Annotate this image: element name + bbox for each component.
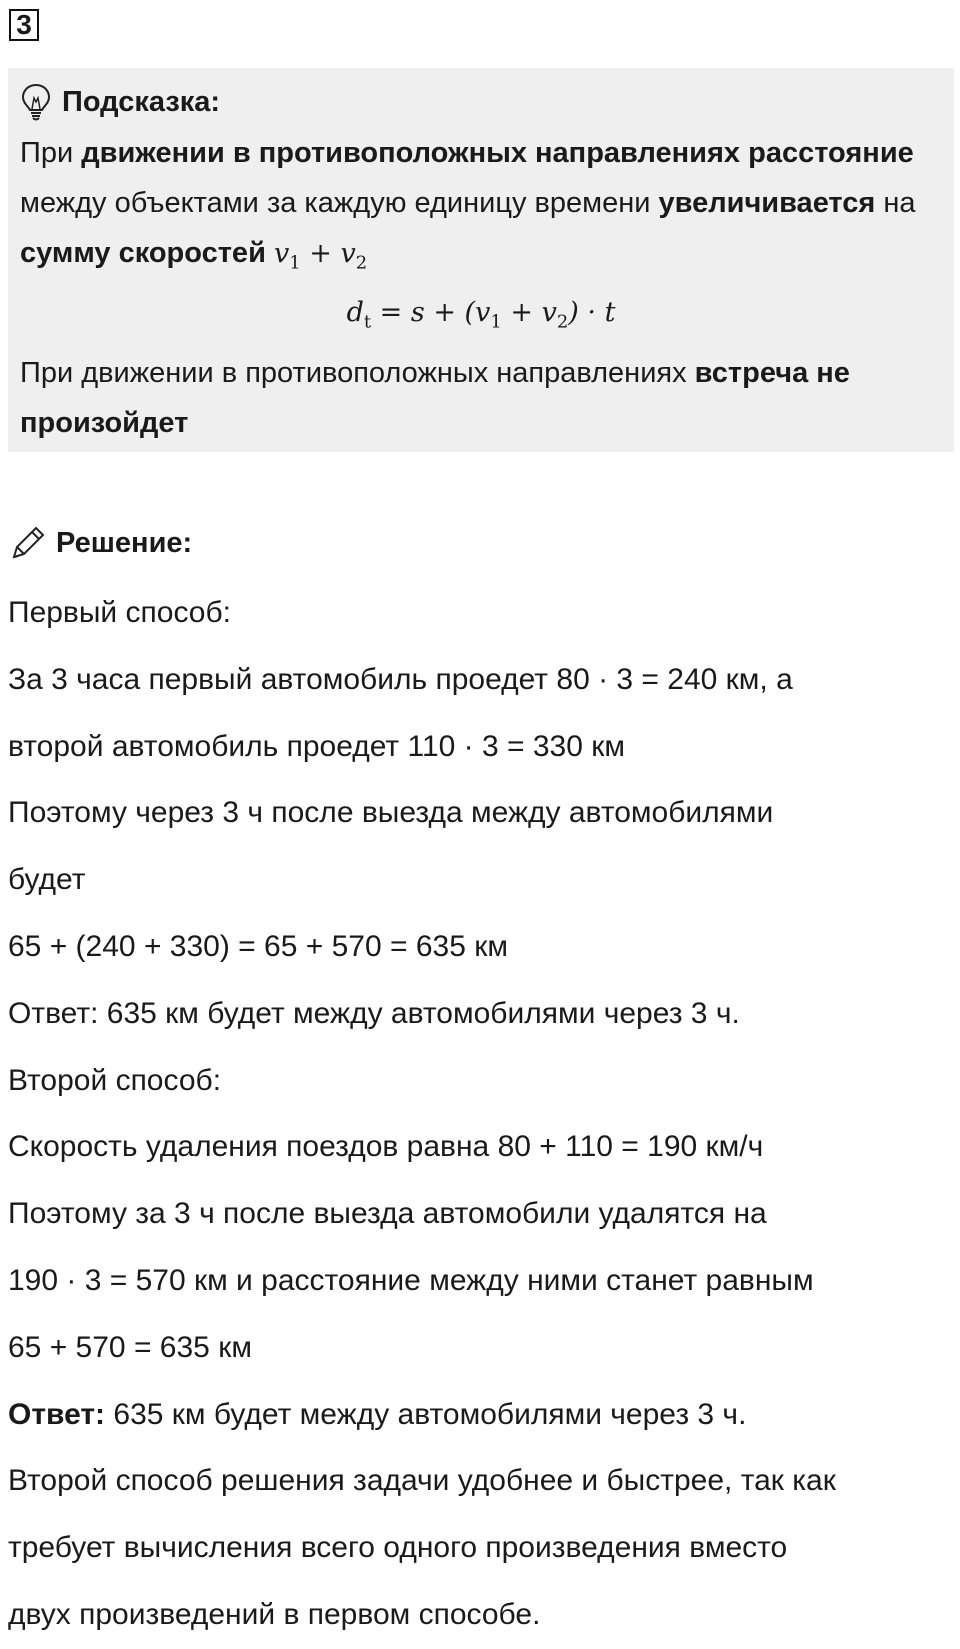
speed-sum: $v_1 + v_2$ bbox=[273, 238, 368, 274]
lightbulb-icon bbox=[20, 82, 52, 122]
answer-line bbox=[8, 1382, 948, 1449]
pencil-icon bbox=[8, 523, 48, 563]
answer-text: 635 км будет между автомобилями через 3 ч. bbox=[105, 1397, 747, 1431]
task-number: 3 bbox=[9, 9, 39, 41]
conclusion-line: требует вычисления всего одного произведения вместо bbox=[8, 1531, 788, 1565]
answer-label: Ответ: bbox=[8, 1397, 106, 1431]
hint-header bbox=[20, 76, 942, 128]
hint-paragraph-1: При движении в противоположных направлениях расстояние между объектами за каждую единицу времени увеличивается на сумму скоростей $v_1 + v_2$ bbox=[20, 137, 916, 274]
solution-body bbox=[8, 580, 948, 1649]
conclusion-line: Второй способ решения задачи удобнее и быстрее, так как bbox=[8, 1464, 836, 1498]
solution-line: 65 + (240 + 330) = 65 + 570 = 635 км bbox=[8, 929, 508, 963]
solution-line: Первый способ: bbox=[8, 596, 231, 629]
conclusion-line: двух произведений в первом способе. bbox=[8, 1597, 541, 1631]
solution-header bbox=[8, 523, 192, 563]
solution-line: Скорость удаления поездов равна 80 + 110 = 190 км/ч bbox=[8, 1130, 764, 1164]
hint-box bbox=[8, 68, 954, 452]
solution-line: Поэтому через 3 ч после выезда между автомобилями bbox=[8, 796, 774, 830]
solution-line: Ответ: 635 км будет между автомобилями через 3 ч. bbox=[8, 996, 740, 1030]
hint-title: Подсказка: bbox=[62, 86, 221, 118]
solution-title: Решение: bbox=[56, 526, 193, 559]
solution-line: второй автомобиль проедет 110 · 3 = 330 км bbox=[8, 729, 626, 763]
solution-line: будет bbox=[8, 863, 86, 897]
solution-line: 65 + 570 = 635 км bbox=[8, 1330, 252, 1364]
solution-line: Поэтому за 3 ч после выезда автомобили удалятся на bbox=[8, 1197, 767, 1231]
distance-formula: $d_t = s + (v_1 + v_2) \cdot t$ bbox=[346, 297, 616, 333]
solution-line: 190 · 3 = 570 км и расстояние между ними станет равным bbox=[8, 1263, 814, 1297]
solution-line: За 3 часа первый автомобиль проедет 80 · 3 = 240 км, а bbox=[8, 662, 793, 696]
hint-paragraph-2: При движении в противоположных направлениях встреча не произойдет bbox=[20, 356, 850, 439]
solution-line: Второй способ: bbox=[8, 1063, 222, 1097]
